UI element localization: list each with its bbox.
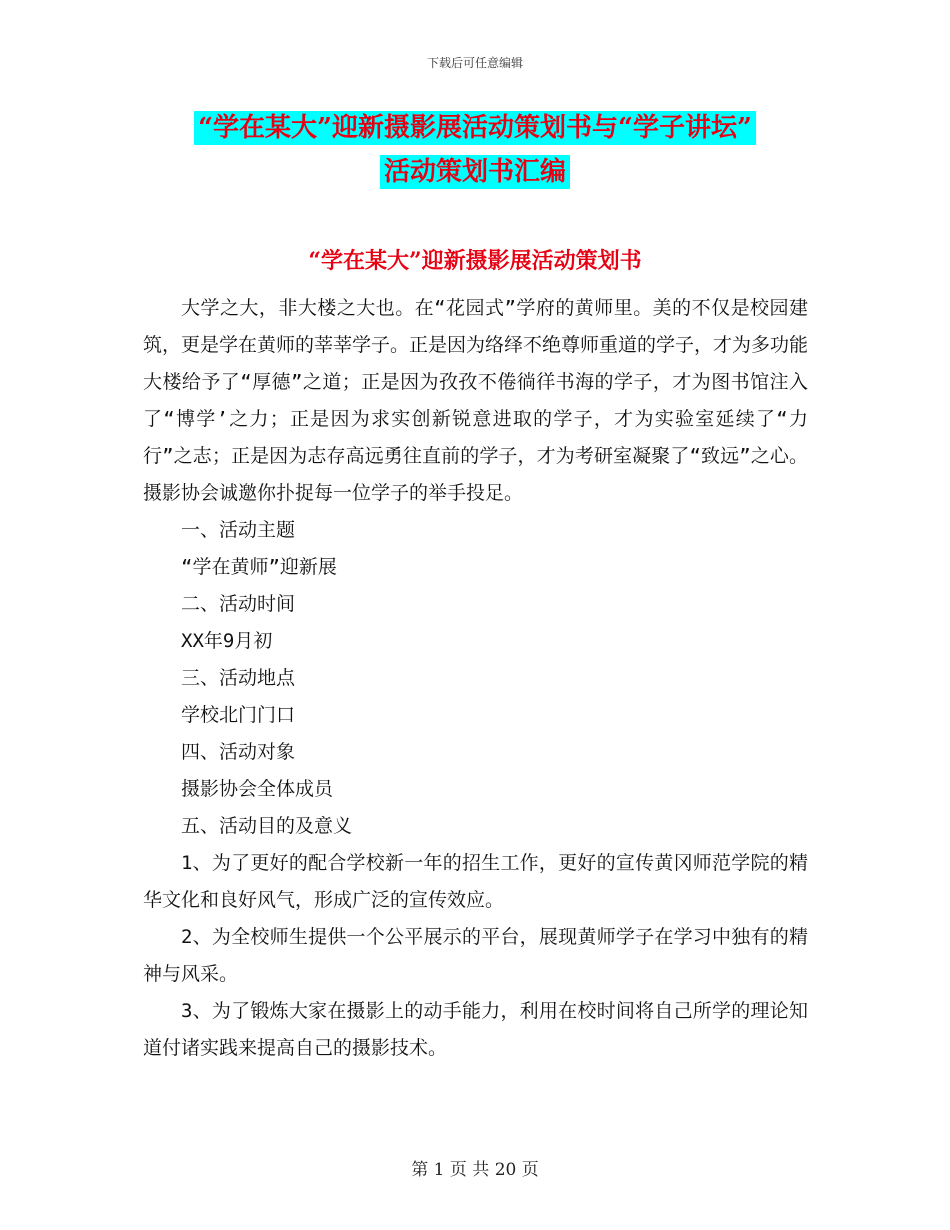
- audience-value: 摄影协会全体成员: [181, 778, 334, 800]
- title-line-1: “学在某大”迎新摄影展活动策划书与“学子讲坛”: [194, 111, 756, 145]
- heading-time: 二、活动时间: [181, 593, 296, 615]
- heading-audience: 四、活动对象: [181, 741, 296, 763]
- intro-paragraph: 大学之大，非大楼之大也。在“花园式”学府的黄师里。美的不仅是校园建筑，更是学在黄师的莘莘学子。正是因为络绎不绝尊师重道的学子，才为多功能大楼给予了“厚德”之道；正是因为孜孜不倦徜徉书海的学子，才为图书馆注入了“博学’之力；正是因为求实创新锐意进取的学子，才为实验室延续了“力行”之志；正是因为志存高远勇往直前的学子，才为考研室凝聚了“致远”之心。摄影协会诚邀你扑捉每一位学子的举手投足。: [143, 297, 809, 504]
- heading-theme: 一、活动主题: [181, 519, 296, 541]
- section-title: “学在某大”迎新摄影展活动策划书: [308, 248, 642, 274]
- page-footer: 第 1 页 共 20 页: [411, 1160, 539, 1180]
- document-title: [0, 106, 950, 194]
- header-note: 下载后可任意编辑: [426, 56, 523, 70]
- time-value: XX年9月初: [181, 630, 273, 652]
- heading-purpose: 五、活动目的及意义: [181, 815, 353, 837]
- purpose-item-2: 2、为全校师生提供一个公平展示的平台，展现黄师学子在学习中独有的精神与风采。: [143, 926, 808, 985]
- purpose-item-3: 3、为了锻炼大家在摄影上的动手能力，利用在校时间将自己所学的理论知道付诸实践来提高自己的摄影技术。: [143, 1000, 808, 1059]
- document-body: [143, 290, 808, 1067]
- location-value: 学校北门门口: [181, 704, 296, 726]
- purpose-item-1: 1、为了更好的配合学校新一年的招生工作，更好的宣传黄冈师范学院的精华文化和良好风气，形成广泛的宣传效应。: [143, 852, 808, 911]
- heading-location: 三、活动地点: [181, 667, 296, 689]
- theme-value: “学在黄师”迎新展: [181, 556, 337, 578]
- title-line-2: 活动策划书汇编: [380, 155, 570, 189]
